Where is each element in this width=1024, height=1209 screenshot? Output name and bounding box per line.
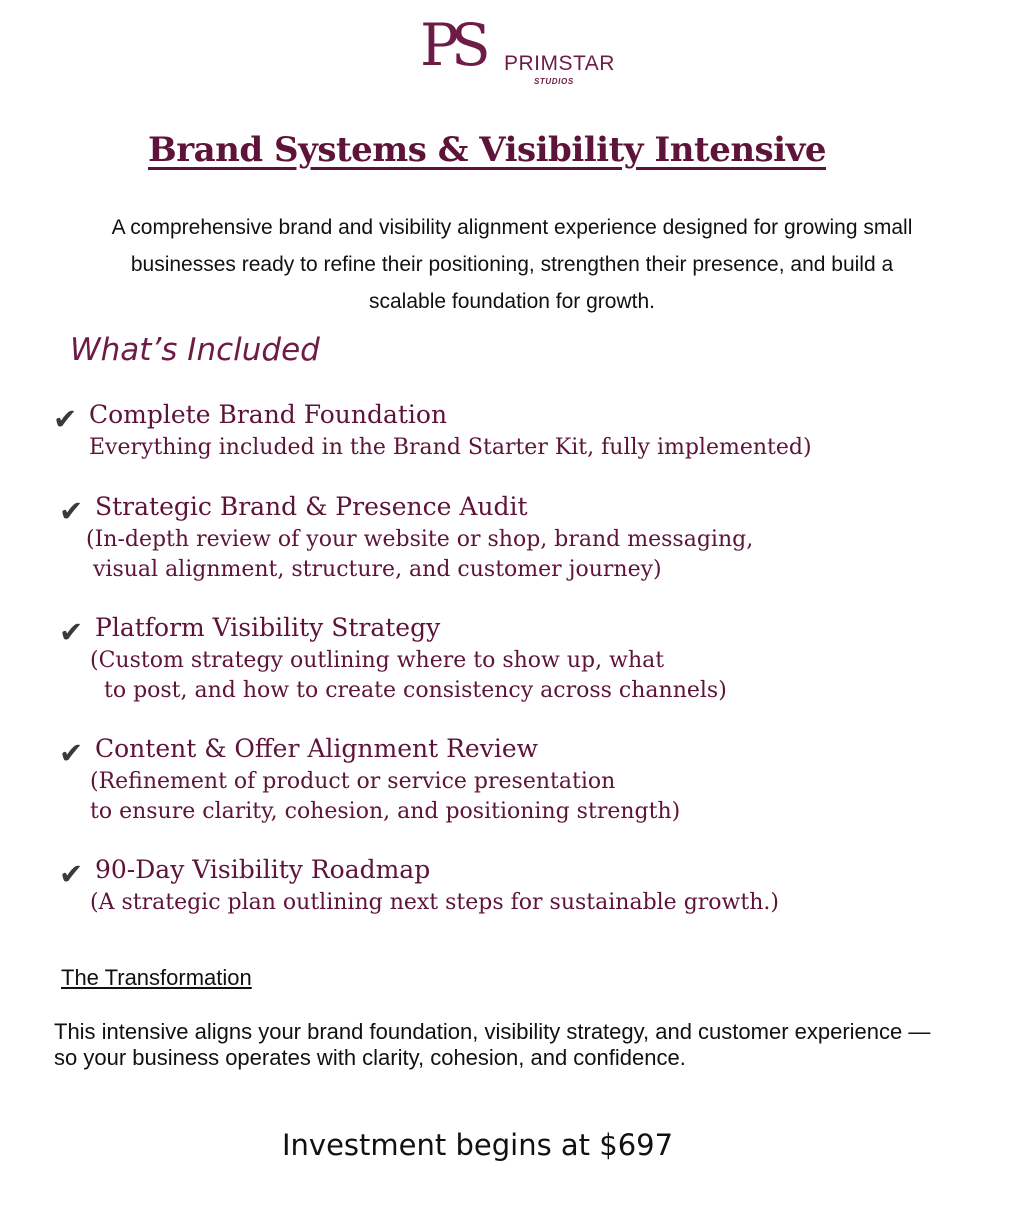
item-description: [90, 888, 779, 918]
logo-monogram: PS: [420, 11, 483, 79]
item-title: Platform Visibility Strategy: [95, 613, 441, 642]
included-heading: What’s Included: [70, 332, 320, 368]
item-description-line: Everything included in the Brand Starter Kit, fully implemented): [89, 435, 812, 460]
item-description-line: (A strategic plan outlining next steps for sustainable growth.): [90, 890, 779, 915]
item-description: [90, 646, 727, 706]
intro-line: A comprehensive brand and visibility alignment experience designed for growing small: [111, 216, 913, 239]
item-description-line: visual alignment, structure, and customer journey): [86, 557, 662, 582]
item-description-line: to post, and how to create consistency across channels): [90, 678, 727, 703]
item-title: Complete Brand Foundation: [89, 400, 448, 429]
item-title: Strategic Brand & Presence Audit: [95, 492, 528, 521]
item-title: 90-Day Visibility Roadmap: [95, 855, 431, 884]
intro-line: scalable foundation for growth.: [368, 290, 655, 313]
item-description: [86, 525, 753, 585]
page-title: Brand Systems & Visibility Intensive: [148, 130, 826, 170]
transformation-text: This intensive aligns your brand foundation, visibility strategy, and customer experience — so your business operates with clarity, cohesion, and confidence.: [54, 1019, 931, 1070]
check-icon: ✔: [53, 402, 78, 436]
intro-paragraph: [10, 209, 1014, 320]
logo-name: PRIMSTAR: [504, 52, 615, 75]
check-icon: ✔: [59, 494, 84, 528]
item-description: [89, 433, 812, 463]
check-icon: ✔: [59, 857, 84, 891]
check-icon: ✔: [59, 615, 84, 649]
check-icon: ✔: [59, 736, 84, 770]
investment-price: Investment begins at $697: [282, 1128, 674, 1162]
item-description-line: (Custom strategy outlining where to show up, what: [90, 648, 665, 673]
item-description-line: to ensure clarity, cohesion, and positioning strength): [90, 799, 681, 824]
item-description-line: (In-depth review of your website or shop, brand messaging,: [86, 527, 754, 552]
item-description-line: (Refinement of product or service presentation: [90, 769, 616, 794]
item-description: [90, 767, 680, 827]
intro-line: businesses ready to refine their positioning, strengthen their presence, and build a: [130, 253, 894, 276]
logo-tagline: STUDIOS: [534, 77, 574, 86]
transformation-heading: The Transformation: [61, 965, 252, 990]
item-title: Content & Offer Alignment Review: [95, 734, 539, 763]
brand-logo: [420, 11, 615, 102]
